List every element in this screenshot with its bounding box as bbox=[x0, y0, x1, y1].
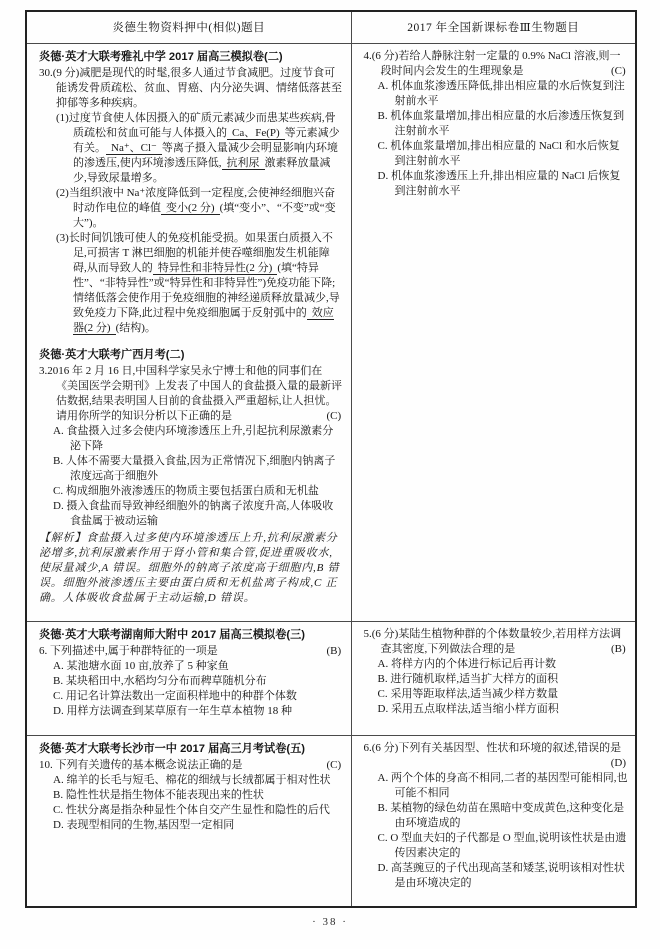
comparison-table bbox=[25, 10, 637, 908]
option-c: C. 采用等距取样法,适当减少样方数量 bbox=[377, 687, 559, 700]
option-b: B. 进行随机取样,适当扩大样方的面积 bbox=[377, 672, 559, 685]
option-a: A. 某池塘水面 10 亩,放养了 5 种家鱼 bbox=[53, 659, 229, 672]
option-d: D. 表现型相同的生物,基因型一定相同 bbox=[53, 818, 235, 831]
source-title: 炎德·英才大联考长沙市一中 2017 届高三月考试卷(五) bbox=[39, 742, 306, 755]
header-left-title: 炎德生物资料押中(相似)题目 bbox=[26, 11, 351, 43]
question-stem: 6. 下列描述中,属于种群特征的一项是 (B) bbox=[39, 644, 342, 657]
part-text: (填“特异性”、“非特异性”或“特异性和非特异性”)免疫功能下降;情绪低落会使作用于免疫细胞的神经递质释放量减少,导致免疫力下降,此过程中免疫细胞属于反射弧中的 bbox=[73, 261, 340, 319]
table-row bbox=[26, 621, 636, 735]
part-text: (2)当组织液中 Na⁺浓度降低到一定程度,会使神经细胞兴奋时动作电位的峰值 bbox=[56, 186, 335, 214]
part-text: (1)过度节食使人体因摄入的矿质元素减少而患某些疾病,骨质疏松和贫血可能与人体摄入的 bbox=[56, 111, 336, 139]
stem-text: 3.2016 年 2 月 16 日,中国科学家吴永宁博士和他的同事们在《美国医学会期刊》上发表了中国人的食盐摄入量的最新评估数据,结果表明国人目前的食盐摄入严重超标,让人担忧。请用你所学的知识分析以下正确的是 bbox=[39, 364, 342, 422]
part-text: 等元素减少有关。 bbox=[73, 126, 340, 154]
source-title: 炎德·英才大联考广西月考(二) bbox=[39, 348, 185, 361]
header-row bbox=[26, 11, 636, 43]
option-a: A. 将样方内的个体进行标记后再计数 bbox=[377, 657, 556, 670]
cell-row2-left bbox=[26, 621, 351, 735]
source-title: 炎德·英才大联考湖南师大附中 2017 届高三模拟卷(三) bbox=[39, 628, 306, 641]
part-text: (结构)。 bbox=[115, 321, 156, 334]
question-stem: 4.(6 分)若给人静脉注射一定量的 0.9% NaCl 溶液,则一段时间内会发生的生理现象是 (C) bbox=[363, 49, 626, 77]
stem-text: 5.(6 分)某陆生植物种群的个体数量较少,若用样方法调查其密度,下列做法合理的是 bbox=[363, 627, 622, 655]
part-text: (3)长时间饥饿可使人的免疫机能受损。如果蛋白质摄入不足,可损害 T 淋巴细胞的机能并使吞噬细胞发生机能障碍,从而导致人的 bbox=[56, 231, 333, 274]
option-a: A. 机体血浆渗透压降低,排出相应量的水后恢复到注射前水平 bbox=[377, 79, 625, 107]
option-a: A. 食盐摄入过多会使内环境渗透压上升,引起抗利尿激素分泌下降 bbox=[53, 424, 334, 452]
option-d: D. 高茎豌豆的子代出现高茎和矮茎,说明该相对性状是由环境决定的 bbox=[377, 861, 625, 889]
cell-row1-right bbox=[351, 43, 636, 621]
option-d: D. 机体血浆渗透压上升,排出相应量的 NaCl 后恢复到注射前水平 bbox=[377, 169, 621, 197]
option-c: C. 性状分离是指杂种显性个体自交产生显性和隐性的后代 bbox=[53, 803, 330, 816]
stem-text: 4.(6 分)若给人静脉注射一定量的 0.9% NaCl 溶液,则一段时间内会发生的生理现象是 bbox=[363, 49, 621, 77]
option-c: C. O 型血夫妇的子代都是 O 型血,说明该性状是由遗传因素决定的 bbox=[377, 831, 627, 859]
cell-row3-left bbox=[26, 735, 351, 907]
table-row bbox=[26, 735, 636, 907]
option-c: C. 机体血浆量增加,排出相应量的 NaCl 和水后恢复到注射前水平 bbox=[377, 139, 620, 167]
stem-text: 6. 下列描述中,属于种群特征的一项是 bbox=[39, 644, 218, 657]
stem-text: 6.(6 分)下列有关基因型、性状和环境的叙述,错误的是 bbox=[363, 741, 622, 754]
option-b: B. 某植物的绿色幼苗在黑暗中变成黄色,这种变化是由环境造成的 bbox=[377, 801, 625, 829]
answer-blank: Ca、Fe(P) bbox=[227, 127, 285, 140]
question-part-1 bbox=[39, 111, 344, 186]
part-text: (填“变小”、“不变”或“变大”)。 bbox=[73, 201, 336, 229]
option-b: B. 隐性性状是指生物体不能表现出来的性状 bbox=[53, 788, 264, 801]
answer-blank: 效应器(2 分) bbox=[73, 306, 334, 334]
answer-blank: 抗利尿 bbox=[222, 157, 265, 170]
question-stem bbox=[39, 66, 344, 111]
cell-row2-right bbox=[351, 621, 636, 735]
analysis-text: 【解析】食盐摄入过多使内环境渗透压上升,抗利尿激素分泌增多,抗利尿激素作用于肾小管和集合管,促进重吸收水,使尿量减少,A 错误。细胞外的钠离子浓度高于细胞内,B 错误。细胞外液渗透压主要由蛋白质和无机盐离子构成,C 正确。人体吸收食盐属于主动运输,D 错误。 bbox=[39, 531, 340, 604]
source-title: 炎德·英才大联考雅礼中学 2017 届高三模拟卷(二) bbox=[39, 50, 283, 63]
option-c: C. 构成细胞外液渗透压的物质主要包括蛋白质和无机盐 bbox=[53, 484, 319, 497]
option-d: D. 用样方法调查到某草原有一年生草本植物 18 种 bbox=[53, 704, 292, 717]
option-b: B. 机体血浆量增加,排出相应量的水后渗透压恢复到注射前水平 bbox=[377, 109, 625, 137]
answer-blank: Na⁺、Cl⁻ bbox=[106, 142, 162, 155]
page-number: · 38 · bbox=[312, 916, 348, 928]
question-stem: 5.(6 分)某陆生植物种群的个体数量较少,若用样方法调查其密度,下列做法合理的是 (B) bbox=[363, 627, 626, 655]
option-a: A. 绵羊的长毛与短毛、棉花的细绒与长绒都属于相对性状 bbox=[53, 773, 331, 786]
question-part-3 bbox=[39, 231, 344, 336]
answer-blank: 特异性和非特异性(2 分) bbox=[153, 262, 278, 275]
stem-text: 30.(9 分)减肥是现代的时髦,很多人通过节食减肥。过度节食可能诱发骨质疏松、贫血、胃癌、内分泌失调、情绪低落甚至抑郁等多种疾病。 bbox=[39, 66, 342, 109]
option-b: B. 人体不需要大量摄入食盐,因为正常情况下,细胞内钠离子浓度远高于细胞外 bbox=[53, 454, 336, 482]
option-d: D. 采用五点取样法,适当缩小样方面积 bbox=[377, 702, 559, 715]
question-stem bbox=[364, 741, 629, 771]
cell-row1-left bbox=[26, 43, 351, 621]
question-stem: 10. 下列有关遗传的基本概念说法正确的是 (C) bbox=[39, 758, 342, 771]
answer-blank: 变小(2 分) bbox=[161, 202, 220, 215]
option-c: C. 用记名计算法数出一定面积样地中的种群个体数 bbox=[53, 689, 297, 702]
cell-row3-right bbox=[351, 735, 636, 907]
part-text: 等离子摄入量减少会明显影响内环境的渗透压,使内环境渗透压降低, bbox=[73, 141, 338, 169]
option-a: A. 两个个体的身高不相同,二者的基因型可能相同,也可能不相同 bbox=[377, 771, 628, 799]
part-text: 激素释放量减少,导致尿量增多。 bbox=[73, 156, 331, 184]
question-stem: 3.2016 年 2 月 16 日,中国科学家吴永宁博士和他的同事们在《美国医学会期刊》上发表了中国人的食盐摄入量的最新评估数据,结果表明国人目前的食盐摄入严重超标,让人担忧。请用你所学的知识分析以下正确的是 (C) bbox=[39, 364, 342, 422]
table-row bbox=[26, 43, 636, 621]
option-d: D. 摄入食盐而导致神经细胞外的钠离子浓度升高,人体吸收食盐属于被动运输 bbox=[53, 499, 334, 527]
option-b: B. 某块稻田中,水稻均匀分布而稗草随机分布 bbox=[53, 674, 267, 687]
stem-text: 10. 下列有关遗传的基本概念说法正确的是 bbox=[39, 758, 243, 771]
answer-key: (D) bbox=[610, 756, 626, 769]
header-right-title: 2017 年全国新课标卷Ⅲ生物题目 bbox=[351, 11, 636, 43]
question-part-2 bbox=[39, 186, 344, 231]
